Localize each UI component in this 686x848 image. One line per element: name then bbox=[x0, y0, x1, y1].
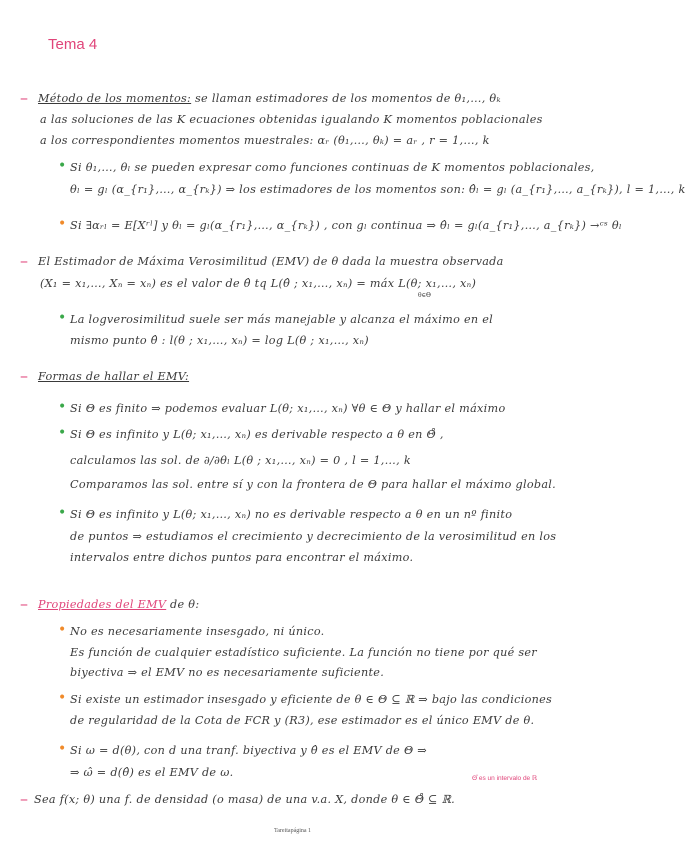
page-footer: Tareitapágina 1 bbox=[274, 828, 312, 834]
bullet: • bbox=[58, 310, 67, 326]
text-line: θₗ = gₗ (α_{r₁},…, α_{rₖ}) ⇒ los estimadores de los momentos son: θ̂ₗ = gₗ (a_{r₁},…, a_{rₖ}), l = 1,…, k bbox=[70, 183, 686, 196]
section-heading: Método de los momentos: bbox=[38, 92, 192, 105]
text-line: (X₁ = x₁,…, Xₙ = xₙ) es el valor de θ̂ tq L(θ̂ ; x₁,…, xₙ) = máx L(θ; x₁,…, xₙ) bbox=[40, 277, 477, 290]
section-dash: – bbox=[20, 366, 28, 385]
text-line: Si ω = d(θ), con d una tranf. biyectiva y θ̂ es el EMV de Θ ⇒ bbox=[70, 744, 427, 757]
text-line: Es función de cualquier estadístico suficiente. La función no tiene por qué ser bbox=[70, 646, 537, 659]
text-line: biyectiva ⇒ el EMV no es necesariamente suficiente. bbox=[70, 666, 385, 679]
bullet: • bbox=[58, 690, 67, 706]
text-line: Si θ₁,…, θₗ se pueden expresar como funciones continuas de K momentos poblacionales, bbox=[70, 161, 595, 174]
text-line: de regularidad de la Cota de FCR y (R3), ese estimador es el único EMV de θ. bbox=[70, 714, 535, 727]
section-method-moments bbox=[38, 92, 501, 105]
text-line: Si Θ es infinito y L(θ; x₁,…, xₙ) no es derivable respecto a θ en un nº finito bbox=[70, 508, 513, 521]
section-emv-properties bbox=[38, 598, 199, 611]
section-dash: – bbox=[20, 251, 28, 270]
text-line: ⇒ ω̂ = d(θ̂) es el EMV de ω. bbox=[70, 766, 234, 779]
text-line: intervalos entre dichos puntos para encontrar el máximo. bbox=[70, 551, 414, 564]
text-line: Si existe un estimador insesgado y eficiente de θ ∈ Θ ⊆ ℝ ⇒ bajo las condiciones bbox=[70, 693, 553, 706]
text-line: a los correspondientes momentos muestrales: αᵣ (θ₁,…, θₖ) = aᵣ , r = 1,…, k bbox=[40, 134, 490, 147]
bullet: • bbox=[58, 622, 67, 638]
text-line: Si Θ es infinito y L(θ; x₁,…, xₙ) es derivable respecto a θ en Θ̊ , bbox=[70, 428, 444, 441]
section-dash: – bbox=[20, 789, 28, 808]
text-line: mismo punto θ̂ : l(θ ; x₁,…, xₙ) = log L(θ ; x₁,…, xₙ) bbox=[70, 334, 369, 347]
text-line: Sea f(x; θ) una f. de densidad (o masa) de una v.a. X, donde θ ∈ Θ̊ ⊆ ℝ. bbox=[34, 793, 456, 806]
section-heading: Formas de hallar el EMV: bbox=[38, 370, 190, 383]
bullet: • bbox=[58, 216, 67, 232]
section-dash: – bbox=[20, 88, 28, 107]
section-text: de θ: bbox=[166, 598, 200, 611]
section-heading: Propiedades del EMV bbox=[38, 598, 167, 611]
text-line: Si Θ es finito ⇒ podemos evaluar L(θ; x₁,…, xₙ) ∀θ ∈ Θ y hallar el máximo bbox=[70, 402, 506, 415]
section-dash: – bbox=[20, 594, 28, 613]
bullet: • bbox=[58, 505, 67, 521]
bullet: • bbox=[58, 741, 67, 757]
text-line: Comparamos las sol. entre sí y con la frontera de Θ para hallar el máximo global. bbox=[70, 478, 557, 491]
text-line: La logverosimilitud suele ser más manejable y alcanza el máximo en el bbox=[70, 313, 494, 326]
text-line: a las soluciones de las K ecuaciones obtenidas igualando K momentos poblacionales bbox=[40, 113, 543, 126]
text-line: calculamos las sol. de ∂/∂θₗ L(θ ; x₁,…, xₙ) = 0 , l = 1,…, k bbox=[70, 454, 411, 467]
section-emv-definition: El Estimador de Máxima Verosimilitud (EMV) de θ dada la muestra observada bbox=[38, 255, 504, 268]
max-subscript: θ∈Θ bbox=[418, 292, 431, 299]
text-line: No es necesariamente insesgado, ni único. bbox=[70, 625, 325, 638]
bullet: • bbox=[58, 399, 67, 415]
page-title: Tema 4 bbox=[48, 36, 98, 53]
bullet: • bbox=[58, 425, 67, 441]
bullet: • bbox=[58, 158, 67, 174]
text-line: de puntos ⇒ estudiamos el crecimiento y decrecimiento de la verosimilitud en los bbox=[70, 530, 557, 543]
text-line: Si ∃αᵣₗ = E[Xʳˡ] y θₗ = gₗ(α_{r₁},…, α_{rₖ}) , con gₗ continua ⇒ θ̂ₗ = gₗ(a_{r₁},…, a_{rₖ}) →ᶜˢ θₗ bbox=[70, 219, 622, 232]
margin-note: Θ̊ es un intervalo de ℝ bbox=[472, 775, 538, 782]
section-text: se llaman estimadores de los momentos de θ₁,…, θₖ bbox=[191, 92, 501, 105]
